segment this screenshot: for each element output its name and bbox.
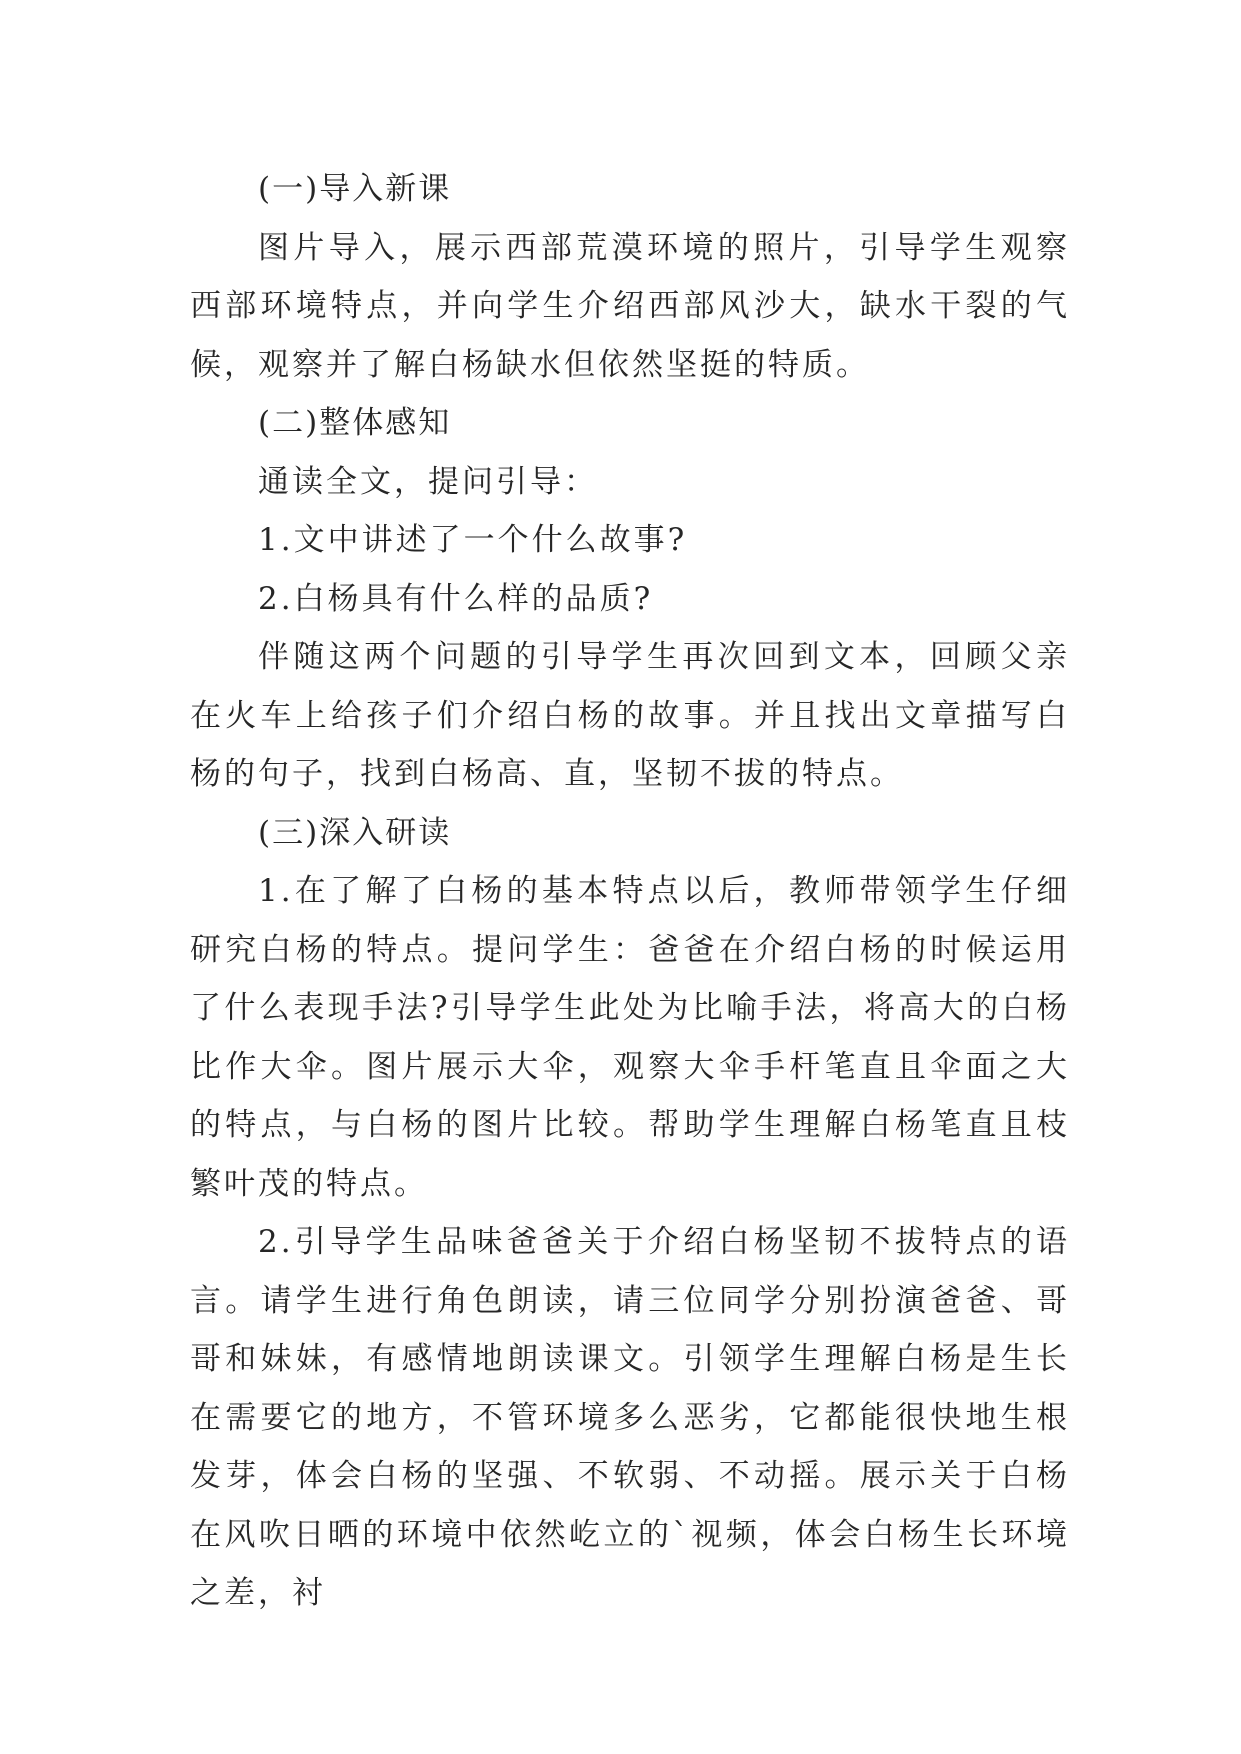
paragraph-intro: 图片导入，展示西部荒漠环境的照片，引导学生观察西部环境特点，并向学生介绍西部风沙大，缺水干裂的气候，观察并了解白杨缺水但依然坚挺的特质。: [190, 229, 1070, 383]
paragraph-study-2: 2.引导学生品味爸爸关于介绍白杨坚韧不拔特点的语言。请学生进行角色朗读，请三位同学分别扮演爸爸、哥哥和妹妹，有感情地朗读课文。引领学生理解白杨是生长在需要它的地方，不管环境多么恶劣，它都能很快地生根发芽，体会白杨的坚强、不软弱、不动摇。展示关于白杨在风吹日晒的环境中依然屹立的`视频，体会白杨生长环境之差，衬: [190, 1224, 1070, 1611]
section-heading-1: (一)导入新课: [258, 171, 452, 207]
question-1: 1.文中讲述了一个什么故事?: [258, 522, 688, 558]
paragraph-study-1: 1.在了解了白杨的基本特点以后，教师带领学生仔细研究白杨的特点。提问学生：爸爸在介绍白杨的时候运用了什么表现手法?引导学生此处为比喻手法，将高大的白杨比作大伞。图片展示大伞，观察大伞手杆笔直且伞面之大的特点，与白杨的图片比较。帮助学生理解白杨笔直且枝繁叶茂的特点。: [190, 873, 1070, 1202]
paragraph-read-aloud: 通读全文，提问引导：: [258, 463, 598, 500]
section-heading-2: (二)整体感知: [258, 405, 452, 441]
section-heading-3: (三)深入研读: [258, 814, 452, 851]
question-2: 2.白杨具有什么样的品质?: [258, 580, 654, 617]
document-body: [190, 160, 1070, 1623]
paragraph-guidance: 伴随这两个问题的引导学生再次回到文本，回顾父亲在火车上给孩子们介绍白杨的故事。并且找出文章描写白杨的句子，找到白杨高、直，坚韧不拔的特点。: [190, 639, 1070, 792]
